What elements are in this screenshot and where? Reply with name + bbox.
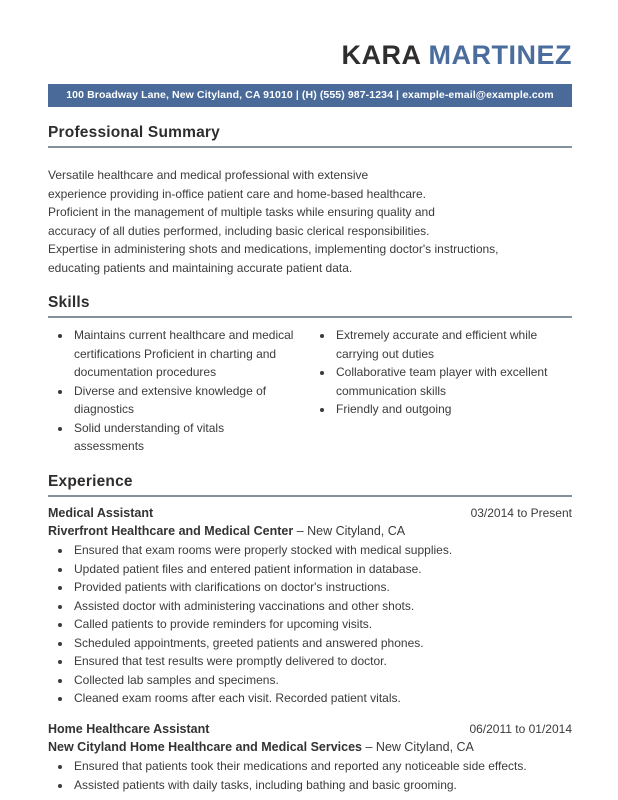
skills-right-column [310,326,572,456]
skill-item: • Diverse and extensive knowledge of diagnostics [72,382,296,419]
candidate-first-name: KARA [341,40,422,70]
job-bullet: • Called patients to provide reminders for upcoming visits. [72,615,572,634]
skills-section-title: Skills [48,294,572,318]
skill-item: • Maintains current healthcare and medical certifications Proficient in charting and documentation procedures [72,326,296,382]
summary-line: experience providing in-office patient care and home-based healthcare. [48,186,427,201]
company-location: – New Cityland, CA [365,740,474,754]
job-bullet-list [48,757,572,794]
job-company-line [48,740,572,754]
job-bullet: • Scheduled appointments, greeted patients and answered phones. [72,634,572,653]
summary-paragraph [48,166,572,277]
job-bullet-list [48,541,572,708]
job-header [48,506,572,520]
skills-left-column [48,326,310,456]
job-dates: 06/2011 to 01/2014 [469,721,572,736]
job-bullet: • Collected lab samples and specimens. [72,671,572,690]
experience-section-title: Experience [48,473,572,497]
job-bullet: • Assisted patients with daily tasks, including bathing and basic grooming. [72,776,572,795]
contact-info-banner: 100 Broadway Lane, New Cityland, CA 91010 | (H) (555) 987-1234 | example-email@example.com [48,84,572,107]
skill-item: • Extremely accurate and efficient while carrying out duties [334,326,558,363]
company-name: Riverfront Healthcare and Medical Center [48,524,294,538]
job-bullet: • Cleaned exam rooms after each visit. Recorded patient vitals. [72,689,572,708]
job-bullet: • Assisted doctor with administering vaccinations and other shots. [72,597,572,616]
experience-job [48,722,572,795]
resume-body [48,124,572,794]
summary-section-title: Professional Summary [48,124,572,148]
experience-job [48,506,572,708]
company-name: New Cityland Home Healthcare and Medical Services [48,740,363,754]
job-bullet: • Ensured that exam rooms were properly stocked with medical supplies. [72,541,572,560]
job-title: Medical Assistant [48,505,154,520]
job-bullet: • Ensured that patients took their medications and reported any noticeable side effects. [72,757,572,776]
skills-columns [48,326,572,456]
summary-line: educating patients and maintaining accurate patient data. [48,260,353,275]
skill-item: • Friendly and outgoing [334,400,558,419]
company-location: – New Cityland, CA [296,524,406,538]
summary-line: Expertise in administering shots and medications, implementing doctor's instructions, [48,242,499,256]
job-bullet: • Provided patients with clarifications on doctor's instructions. [72,578,572,597]
job-dates: 03/2014 to Present [470,505,572,520]
summary-line: Versatile healthcare and medical professional with extensive [48,168,369,182]
skill-item: • Solid understanding of vitals assessments [72,419,296,456]
job-header [48,722,572,736]
summary-line: Proficient in the management of multiple tasks while ensuring quality and [48,205,435,219]
job-title: Home Healthcare Assistant [48,721,210,736]
candidate-name [48,40,572,71]
job-bullet: • Ensured that test results were promptly delivered to doctor. [72,652,572,671]
job-company-line [48,524,572,538]
candidate-last-name: MARTINEZ [428,40,572,70]
summary-line: accuracy of all duties performed, including basic clerical responsibilities. [48,223,430,238]
job-bullet: • Updated patient files and entered patient information in database. [72,560,572,579]
skill-item: • Collaborative team player with excellent communication skills [334,363,558,400]
